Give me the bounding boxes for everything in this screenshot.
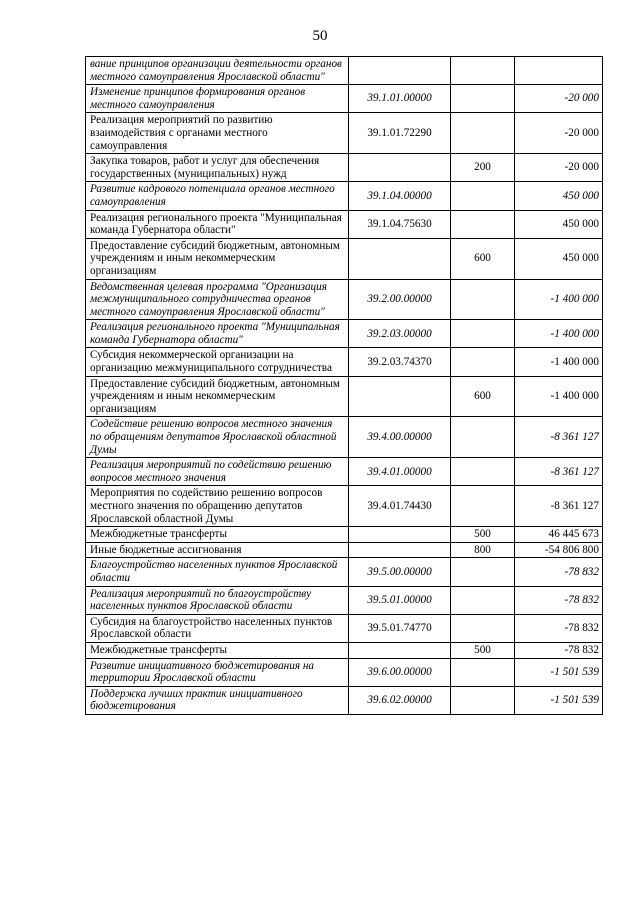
row-code-cell: 39.2.03.74370 — [349, 348, 451, 376]
table-row — [86, 279, 603, 320]
row-amount-cell: -78 832 — [515, 586, 603, 614]
row-code-cell: 39.6.02.00000 — [349, 686, 451, 714]
row-expense-type-cell — [451, 85, 515, 113]
row-code-cell: 39.5.00.00000 — [349, 558, 451, 586]
row-code-cell — [349, 238, 451, 279]
row-expense-type-cell: 800 — [451, 542, 515, 558]
row-name-cell: Мероприятия по содействию решению вопросов местного значения по обращению депутатов Ярославской областной Думы — [86, 486, 349, 527]
row-name-cell: Развитие инициативного бюджетирования на территории Ярославской области — [86, 658, 349, 686]
row-amount-cell: -54 806 800 — [515, 542, 603, 558]
row-expense-type-cell — [451, 210, 515, 238]
table-row — [86, 85, 603, 113]
page-number: 50 — [312, 28, 328, 44]
row-amount-cell: -8 361 127 — [515, 417, 603, 458]
table-row — [86, 320, 603, 348]
row-amount-cell: -1 400 000 — [515, 348, 603, 376]
table-row — [86, 586, 603, 614]
table-row — [86, 542, 603, 558]
row-code-cell: 39.1.04.75630 — [349, 210, 451, 238]
table-row — [86, 376, 603, 417]
row-name-cell: Ведомственная целевая программа "Организация межмуниципального сотрудничества органов местного самоуправления Ярославской области" — [86, 279, 349, 320]
table-row — [86, 642, 603, 658]
row-name-cell: Иные бюджетные ассигнования — [86, 542, 349, 558]
row-amount-cell: -8 361 127 — [515, 486, 603, 527]
row-name-cell: Реализация мероприятий по благоустройству населенных пунктов Ярославской области — [86, 586, 349, 614]
row-expense-type-cell — [451, 182, 515, 210]
row-amount-cell: -20 000 — [515, 154, 603, 182]
row-expense-type-cell — [451, 417, 515, 458]
row-expense-type-cell — [451, 279, 515, 320]
row-name-cell: Содействие решению вопросов местного значения по обращениям депутатов Ярославской областной Думы — [86, 417, 349, 458]
row-amount-cell — [515, 57, 603, 85]
row-name-cell: Межбюджетные трансферты — [86, 642, 349, 658]
row-name-cell: Закупка товаров, работ и услуг для обеспечения государственных (муниципальных) нужд — [86, 154, 349, 182]
row-expense-type-cell — [451, 348, 515, 376]
row-amount-cell: -1 400 000 — [515, 279, 603, 320]
row-code-cell: 39.4.01.00000 — [349, 458, 451, 486]
table-row — [86, 348, 603, 376]
row-name-cell: Реализация регионального проекта "Муниципальная команда Губернатора области" — [86, 320, 349, 348]
row-name-cell: Предоставление субсидий бюджетным, автономным учреждениям и иным некоммерческим организациям — [86, 238, 349, 279]
row-name-cell: Благоустройство населенных пунктов Ярославской области — [86, 558, 349, 586]
budget-table — [85, 56, 603, 715]
row-expense-type-cell — [451, 586, 515, 614]
row-name-cell: Поддержка лучших практик инициативного бюджетирования — [86, 686, 349, 714]
row-amount-cell: -1 400 000 — [515, 320, 603, 348]
table-row — [86, 238, 603, 279]
row-amount-cell: -78 832 — [515, 614, 603, 642]
row-expense-type-cell — [451, 458, 515, 486]
table-row — [86, 57, 603, 85]
row-expense-type-cell — [451, 57, 515, 85]
row-name-cell: Развитие кадрового потенциала органов местного самоуправления — [86, 182, 349, 210]
row-amount-cell: -1 501 539 — [515, 686, 603, 714]
table-row — [86, 558, 603, 586]
row-code-cell: 39.6.00.00000 — [349, 658, 451, 686]
row-expense-type-cell — [451, 486, 515, 527]
row-name-cell: Предоставление субсидий бюджетным, автономным учреждениям и иным некоммерческим организациям — [86, 376, 349, 417]
row-amount-cell: -20 000 — [515, 85, 603, 113]
row-amount-cell: 450 000 — [515, 210, 603, 238]
row-expense-type-cell: 600 — [451, 238, 515, 279]
row-code-cell: 39.1.01.00000 — [349, 85, 451, 113]
row-code-cell — [349, 376, 451, 417]
table-row — [86, 614, 603, 642]
row-expense-type-cell — [451, 658, 515, 686]
table-row — [86, 686, 603, 714]
row-amount-cell: -1 501 539 — [515, 658, 603, 686]
row-name-cell: Изменение принципов формирования органов местного самоуправления — [86, 85, 349, 113]
budget-table-body — [86, 57, 603, 715]
row-code-cell — [349, 527, 451, 543]
row-name-cell: Реализация мероприятий по содействию решению вопросов местного значения — [86, 458, 349, 486]
row-code-cell: 39.5.01.74770 — [349, 614, 451, 642]
table-row — [86, 486, 603, 527]
row-code-cell — [349, 154, 451, 182]
row-code-cell: 39.2.03.00000 — [349, 320, 451, 348]
row-expense-type-cell: 200 — [451, 154, 515, 182]
row-code-cell — [349, 642, 451, 658]
row-expense-type-cell: 500 — [451, 527, 515, 543]
row-amount-cell: -1 400 000 — [515, 376, 603, 417]
table-row — [86, 417, 603, 458]
row-amount-cell: 46 445 673 — [515, 527, 603, 543]
row-name-cell: Субсидия на благоустройство населенных пунктов Ярославской области — [86, 614, 349, 642]
row-name-cell: Межбюджетные трансферты — [86, 527, 349, 543]
row-expense-type-cell: 500 — [451, 642, 515, 658]
row-code-cell — [349, 542, 451, 558]
row-expense-type-cell — [451, 558, 515, 586]
row-name-cell: вание принципов организации деятельности органов местного самоуправления Ярославской области" — [86, 57, 349, 85]
row-name-cell: Реализация регионального проекта "Муниципальная команда Губернатора области" — [86, 210, 349, 238]
row-amount-cell: 450 000 — [515, 238, 603, 279]
table-row — [86, 458, 603, 486]
row-code-cell: 39.5.01.00000 — [349, 586, 451, 614]
row-code-cell — [349, 57, 451, 85]
table-row — [86, 113, 603, 154]
row-expense-type-cell: 600 — [451, 376, 515, 417]
row-amount-cell: -8 361 127 — [515, 458, 603, 486]
row-expense-type-cell — [451, 113, 515, 154]
row-amount-cell: 450 000 — [515, 182, 603, 210]
table-row — [86, 210, 603, 238]
table-row — [86, 658, 603, 686]
row-code-cell: 39.4.01.74430 — [349, 486, 451, 527]
row-amount-cell: -20 000 — [515, 113, 603, 154]
table-row — [86, 527, 603, 543]
row-amount-cell: -78 832 — [515, 642, 603, 658]
table-row — [86, 182, 603, 210]
row-code-cell: 39.2.00.00000 — [349, 279, 451, 320]
row-name-cell: Реализация мероприятий по развитию взаимодействия с органами местного самоуправления — [86, 113, 349, 154]
table-row — [86, 154, 603, 182]
row-code-cell: 39.1.04.00000 — [349, 182, 451, 210]
row-code-cell: 39.4.00.00000 — [349, 417, 451, 458]
row-expense-type-cell — [451, 320, 515, 348]
row-name-cell: Субсидия некоммерческой организации на организацию межмуниципального сотрудничества — [86, 348, 349, 376]
row-expense-type-cell — [451, 686, 515, 714]
row-expense-type-cell — [451, 614, 515, 642]
row-code-cell: 39.1.01.72290 — [349, 113, 451, 154]
row-amount-cell: -78 832 — [515, 558, 603, 586]
